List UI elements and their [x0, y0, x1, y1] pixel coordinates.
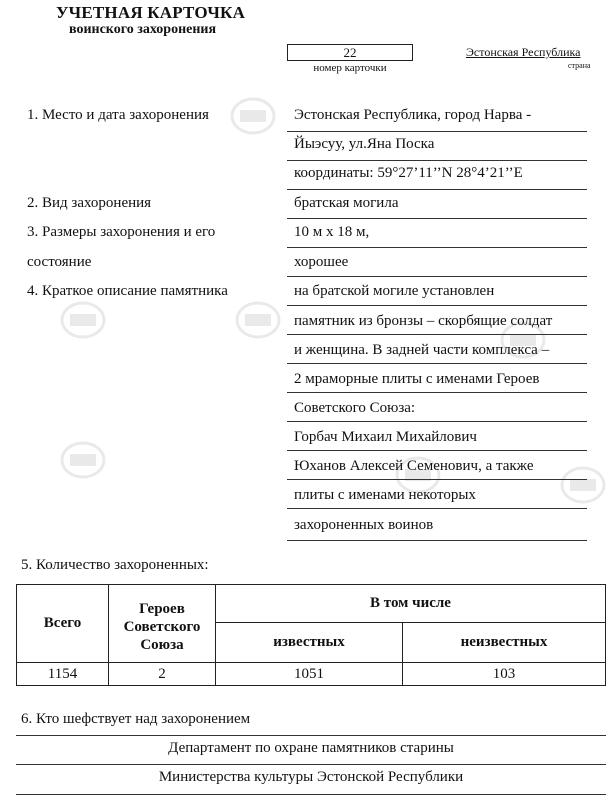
cell-total: 1154 — [17, 663, 109, 686]
col-header-unknown: неизвестных — [403, 623, 606, 663]
rule-line — [287, 160, 587, 161]
rule-line — [287, 131, 587, 132]
col-header-heroes — [109, 585, 216, 663]
monument-description-line: 2 мраморные плиты с именами Героев — [294, 371, 540, 387]
card-title: УЧЕТНАЯ КАРТОЧКА — [56, 3, 246, 22]
rule-line — [287, 189, 587, 190]
monument-description-line: Юханов Алексей Семенович, а также — [294, 458, 534, 474]
watermark-stamp — [60, 440, 106, 480]
country-value: Эстонская Республика — [466, 45, 581, 59]
col-header-heroes-line: Героев — [139, 600, 185, 617]
monument-description-line: памятник из бронзы – скорбящие солдат — [294, 313, 553, 329]
monument-description-line: плиты с именами некоторых — [294, 487, 476, 503]
rule-line — [287, 247, 587, 248]
col-header-known: известных — [216, 623, 403, 663]
rule-line — [16, 735, 606, 736]
cell-known: 1051 — [216, 663, 403, 686]
table-row — [17, 663, 606, 686]
rule-line — [287, 334, 587, 335]
rule-line — [287, 450, 587, 451]
monument-description-line: на братской могиле установлен — [294, 283, 495, 299]
card-number-box: 22 — [287, 44, 413, 61]
section-5-label: 5. Количество захороненных: — [21, 557, 209, 573]
rule-line — [287, 540, 587, 541]
monument-description-line: Горбач Михаил Михайлович — [294, 429, 477, 445]
section-6-label: 6. Кто шефствует над захоронением — [21, 711, 251, 727]
monument-description-line: захороненных воинов — [294, 517, 434, 533]
card-number-caption: номер карточки — [313, 62, 387, 74]
rule-line — [287, 305, 587, 306]
rule-line — [287, 421, 587, 422]
rule-line — [287, 276, 587, 277]
section-4-label: 4. Краткое описание памятника — [27, 283, 228, 299]
monument-description-line: Советского Союза: — [294, 400, 416, 416]
patron-line: Министерства культуры Эстонской Республики — [158, 769, 464, 785]
watermark-stamp — [560, 465, 606, 505]
country-caption: страна — [568, 61, 591, 70]
section-3-label: 3. Размеры захоронения и его — [27, 224, 216, 240]
watermark-stamp — [230, 96, 276, 136]
monument-description-line: и женщина. В задней части комплекса – — [294, 342, 550, 358]
rule-line — [287, 508, 587, 509]
col-header-including: В том числе — [216, 585, 606, 623]
rule-line — [287, 218, 587, 219]
section-1-label: 1. Место и дата захоронения — [27, 107, 209, 123]
col-header-total: Всего — [17, 585, 109, 663]
rule-line — [16, 764, 606, 765]
burial-size-value: 10 м х 18 м, — [294, 224, 370, 240]
cell-unknown: 103 — [403, 663, 606, 686]
burial-type-value: братская могила — [294, 195, 399, 211]
rule-line — [16, 794, 606, 795]
rule-line — [287, 479, 587, 480]
patron-line: Департамент по охране памятников старины — [168, 740, 454, 756]
col-header-heroes-line: Советского — [123, 618, 201, 635]
watermark-stamp — [60, 300, 106, 340]
card-subtitle: воинского захоронения — [69, 22, 217, 37]
section-2-label: 2. Вид захоронения — [27, 195, 152, 211]
cell-heroes: 2 — [109, 663, 216, 686]
burial-condition-value: хорошее — [294, 254, 349, 270]
rule-line — [287, 363, 587, 364]
burial-place-line: Йыэсуу, ул.Яна Поска — [294, 136, 435, 152]
col-header-heroes-line: Союза — [140, 636, 184, 653]
burial-coordinates: координаты: 59°27’11’’N 28°4’21’’E — [294, 165, 523, 181]
burial-place-line: Эстонская Республика, город Нарва - — [294, 107, 532, 123]
section-3-label-cont: состояние — [27, 254, 92, 270]
watermark-stamp — [235, 300, 281, 340]
rule-line — [287, 392, 587, 393]
burials-count-table — [16, 584, 606, 686]
